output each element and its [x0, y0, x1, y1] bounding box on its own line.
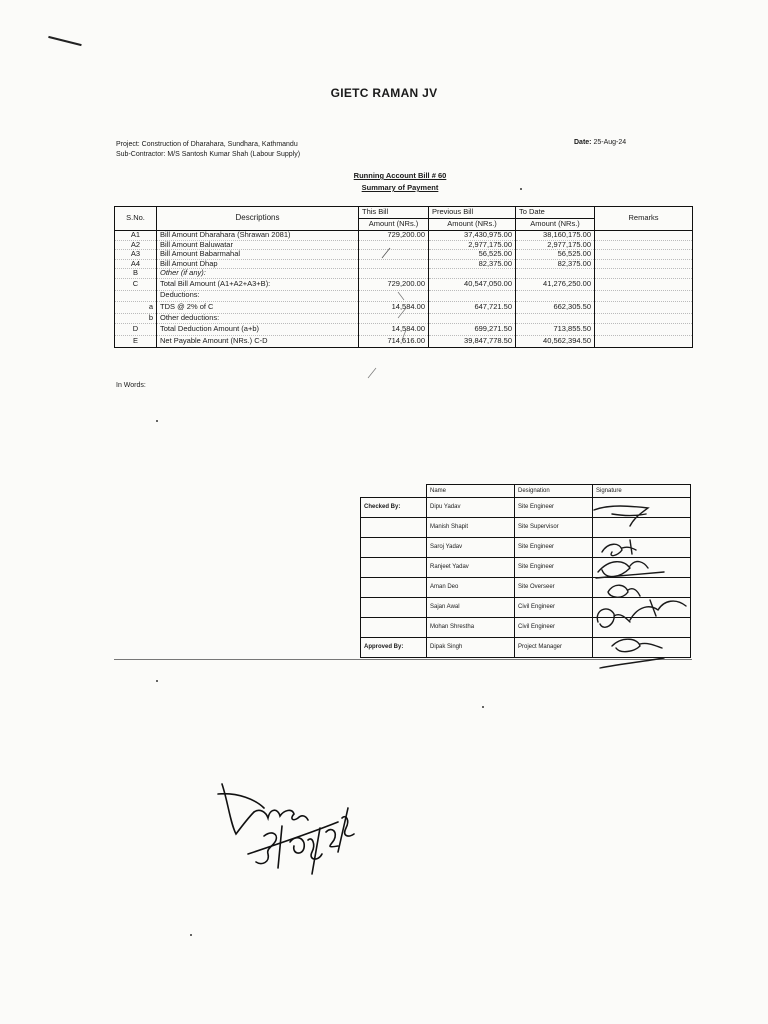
date-value: 25-Aug-24: [593, 139, 627, 146]
row-desc: Bill Amount Baluwatar: [157, 240, 359, 250]
row-sno: A1: [115, 231, 157, 241]
row-sno: D: [115, 323, 157, 335]
row-to-date: [516, 313, 595, 323]
col-amount-header: Amount (NRs.): [359, 219, 429, 231]
row-to-date: 38,160,175.00: [516, 231, 595, 241]
row-remarks: [595, 278, 693, 290]
row-desc: Bill Amount Dharahara (Shrawan 2081): [157, 231, 359, 241]
col-sno-header: S.No.: [115, 207, 157, 231]
project-line: Project: Construction of Dharahara, Sundhara, Kathmandu: [116, 141, 298, 148]
row-sno: C: [115, 278, 157, 290]
in-words-label: In Words:: [116, 382, 146, 389]
row-desc: Other deductions:: [157, 313, 359, 323]
pen-tick-marks: [360, 230, 440, 390]
date-line: [574, 138, 626, 147]
bill-subtitle: Summary of Payment: [361, 183, 439, 192]
row-remarks: [595, 269, 693, 279]
row-this-bill: 729,200.00: [359, 278, 429, 290]
row-sno: E: [115, 335, 157, 347]
signatory-name: Sajan Awal: [427, 598, 515, 618]
row-prev-bill: 37,430,975.00: [429, 231, 516, 241]
signatory-name: Dipak Singh: [427, 638, 515, 658]
handwritten-date-signature: [208, 778, 358, 890]
row-to-date: 82,375.00: [516, 259, 595, 269]
signatory-name: Mohan Shrestha: [427, 618, 515, 638]
signatory-designation: Civil Engineer: [515, 618, 593, 638]
row-this-bill: 729,200.00: [359, 231, 429, 241]
row-to-date: 40,562,394.50: [516, 335, 595, 347]
blank-cell: [361, 485, 427, 498]
row-prev-bill: [429, 313, 516, 323]
row-sno: [115, 290, 157, 301]
label-cell: [361, 518, 427, 538]
signatory-name: Ranjeet Yadav: [427, 558, 515, 578]
row-this-bill: 14,584.00: [359, 323, 429, 335]
row-this-bill: 14,584.00: [359, 301, 429, 313]
row-remarks: [595, 240, 693, 250]
signatory-designation: Site Overseer: [515, 578, 593, 598]
row-prev-bill: 39,847,778.50: [429, 335, 516, 347]
row-prev-bill: 699,271.50: [429, 323, 516, 335]
handwritten-signatures: [590, 496, 700, 678]
signatory-designation: Site Engineer: [515, 558, 593, 578]
row-remarks: [595, 323, 693, 335]
row-remarks: [595, 250, 693, 260]
scan-speck: [482, 706, 484, 708]
row-desc: Total Bill Amount (A1+A2+A3+B):: [157, 278, 359, 290]
row-sno: b: [115, 313, 157, 323]
approved-by-label: Approved By:: [361, 638, 427, 658]
signatory-name: Manish Shapit: [427, 518, 515, 538]
row-desc: TDS @ 2% of C: [157, 301, 359, 313]
row-prev-bill: [429, 269, 516, 279]
col-signature-header: Signature: [593, 485, 691, 498]
label-cell: [361, 618, 427, 638]
signatory-name: Aman Deo: [427, 578, 515, 598]
col-to-date-header: To Date: [516, 207, 595, 219]
scan-speck: [190, 934, 192, 936]
signatory-designation: Site Engineer: [515, 538, 593, 558]
row-sno: a: [115, 301, 157, 313]
row-desc: Other (if any):: [157, 269, 359, 279]
row-prev-bill: 40,547,050.00: [429, 278, 516, 290]
col-remarks-header: Remarks: [595, 207, 693, 231]
row-prev-bill: 56,525.00: [429, 250, 516, 260]
label-cell: [361, 538, 427, 558]
label-cell: [361, 598, 427, 618]
row-sno: A4: [115, 259, 157, 269]
row-to-date: 56,525.00: [516, 250, 595, 260]
checked-by-label: Checked By:: [361, 498, 427, 518]
scan-speck: [520, 188, 522, 190]
signatory-designation: Site Engineer: [515, 498, 593, 518]
subcontractor-line: Sub-Contractor: M/S Santosh Kumar Shah (Labour Supply): [116, 151, 301, 158]
row-remarks: [595, 231, 693, 241]
col-designation-header: Designation: [515, 485, 593, 498]
col-prev-bill-header: Previous Bill: [429, 207, 516, 219]
label-cell: [361, 578, 427, 598]
row-sno: A2: [115, 240, 157, 250]
row-remarks: [595, 301, 693, 313]
row-to-date: [516, 290, 595, 301]
signatory-designation: Site Supervisor: [515, 518, 593, 538]
row-to-date: 41,276,250.00: [516, 278, 595, 290]
row-remarks: [595, 313, 693, 323]
row-to-date: [516, 269, 595, 279]
signatory-designation: Civil Engineer: [515, 598, 593, 618]
label-cell: [361, 558, 427, 578]
scan-mark: [48, 36, 81, 46]
col-this-bill-header: This Bill: [359, 207, 429, 219]
col-name-header: Name: [427, 485, 515, 498]
row-this-bill: 714,616.00: [359, 335, 429, 347]
row-desc: Total Deduction Amount (a+b): [157, 323, 359, 335]
row-to-date: 2,977,175.00: [516, 240, 595, 250]
row-sno: A3: [115, 250, 157, 260]
scan-speck: [156, 680, 158, 682]
company-title: GIETC RAMAN JV: [330, 86, 438, 100]
row-prev-bill: 2,977,175.00: [429, 240, 516, 250]
row-to-date: 713,855.50: [516, 323, 595, 335]
row-desc: Bill Amount Babarmahal: [157, 250, 359, 260]
signatory-name: Saroj Yadav: [427, 538, 515, 558]
col-desc-header: Descriptions: [157, 207, 359, 231]
signatory-name: Dipu Yadav: [427, 498, 515, 518]
row-remarks: [595, 259, 693, 269]
scan-speck: [156, 420, 158, 422]
row-desc: Deductions:: [157, 290, 359, 301]
row-remarks: [595, 290, 693, 301]
row-sno: B: [115, 269, 157, 279]
row-prev-bill: 82,375.00: [429, 259, 516, 269]
col-amount-header: Amount (NRs.): [516, 219, 595, 231]
date-label: Date:: [574, 139, 592, 146]
col-amount-header: Amount (NRs.): [429, 219, 516, 231]
row-prev-bill: 647,721.50: [429, 301, 516, 313]
row-desc: Bill Amount Dhap: [157, 259, 359, 269]
row-desc: Net Payable Amount (NRs.) C-D: [157, 335, 359, 347]
signatory-designation: Project Manager: [515, 638, 593, 658]
row-prev-bill: [429, 290, 516, 301]
row-to-date: 662,305.50: [516, 301, 595, 313]
bill-title: Running Account Bill # 60: [353, 171, 447, 180]
row-remarks: [595, 335, 693, 347]
